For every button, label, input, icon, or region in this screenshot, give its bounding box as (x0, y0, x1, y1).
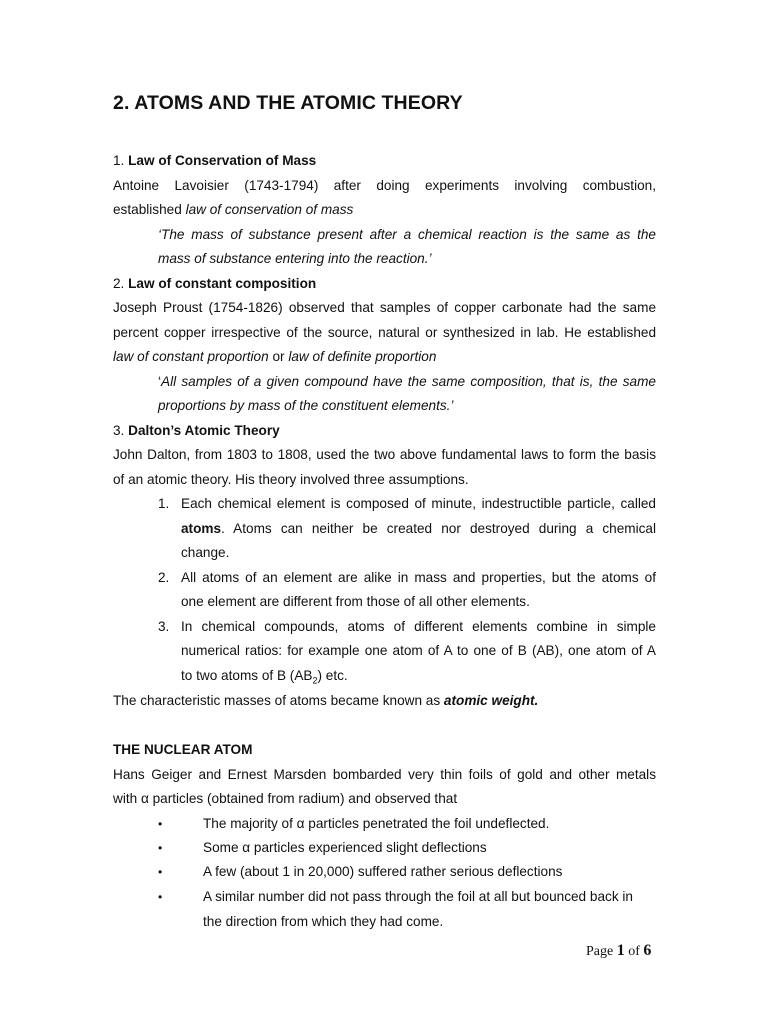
section-1-para-line-1: Antoine Lavoisier (1743-1794) after doing experiments involving combustion, (113, 178, 656, 193)
section-2-para-line-1: Joseph Proust (1754-1826) observed that samples of copper carbonate had the same (113, 300, 656, 315)
page-title: 2. ATOMS AND THE ATOMIC THEORY (113, 92, 463, 114)
bullet-item: A similar number did not pass through the foil at all but bounced back in (203, 889, 633, 904)
list-item-number: 1. (158, 496, 170, 511)
page-number: 1 (616, 942, 625, 959)
bullet-item: The majority of α particles penetrated the foil undeflected. (203, 816, 550, 831)
section-2-para-line-2: percent copper irrespective of the source, natural or synthesized in lab. He established (113, 325, 656, 340)
page-total: 6 (643, 942, 652, 959)
bullet-icon: • (158, 890, 163, 904)
section-1-heading (113, 153, 316, 169)
nuclear-atom-heading: THE NUCLEAR ATOM (113, 742, 253, 757)
subscript: 2 (312, 675, 318, 686)
section-2-number: 2. (113, 276, 129, 291)
section-2-title: Law of constant composition (128, 276, 317, 291)
bullet-item: A few (about 1 in 20,000) suffered rather serious deflections (203, 864, 563, 879)
section-2-quote-mark: ‘ (158, 374, 162, 389)
closing-text: The characteristic masses of atoms became known as (113, 693, 444, 708)
list-item-2-line-2: one element are different from those of all other elements. (181, 594, 530, 609)
section-2-quote-line-2: proportions by mass of the constituent elements.’ (158, 398, 454, 413)
list-item-3-text-end: ) etc. (317, 668, 348, 683)
section-1-title: Law of Conservation of Mass (128, 153, 317, 168)
section-1-para-line-2 (113, 202, 353, 218)
nuclear-para-line-1: Hans Geiger and Ernest Marsden bombarded very thin foils of gold and other metals (113, 767, 656, 782)
section-1-law-name: law of conservation of mass (185, 202, 354, 217)
of-label: of (624, 944, 644, 959)
list-item-3-line-3 (181, 668, 348, 689)
nuclear-para-line-2: with α particles (obtained from radium) and observed that (113, 791, 458, 806)
bullet-icon: • (158, 865, 163, 879)
section-1-number: 1. (113, 153, 129, 168)
list-item-3-text: to two atoms of B (AB (181, 668, 313, 683)
section-3-heading (113, 423, 280, 439)
section-2-law-name-1: law of constant proportion (113, 349, 269, 364)
section-2-quote-line-1 (158, 374, 656, 390)
list-item-1-text: . Atoms can neither be created nor destroyed during a chemical (221, 521, 656, 536)
bullet-item: Some α particles experienced slight deflections (203, 840, 487, 855)
section-1-quote-line-2: mass of substance entering into the reaction.’ (158, 251, 432, 266)
section-2-quote-text: All samples of a given compound have the same composition, that is, the same (161, 374, 656, 389)
section-3-title: Dalton’s Atomic Theory (128, 423, 280, 438)
list-item-3-line-1: In chemical compounds, atoms of different elements combine in simple (181, 619, 656, 634)
bullet-icon: • (158, 841, 163, 855)
page-label: Page (586, 944, 617, 959)
atomic-weight-term: atomic weight. (443, 693, 539, 708)
bullet-item-continuation: the direction from which they had come. (203, 914, 444, 929)
closing-line (113, 693, 538, 709)
atoms-term: atoms (181, 521, 222, 536)
list-item-3-line-2: numerical ratios: for example one atom of A to one of B (AB), one atom of A (181, 643, 656, 658)
list-item-number: 2. (158, 570, 170, 585)
section-3-para-line-1: John Dalton, from 1803 to 1808, used the two above fundamental laws to form the basis (113, 447, 656, 462)
bullet-icon: • (158, 817, 163, 831)
section-3-number: 3. (113, 423, 129, 438)
list-item-number: 3. (158, 619, 170, 634)
section-2-heading (113, 276, 316, 292)
list-item-2-line-1: All atoms of an element are alike in mass and properties, but the atoms of (181, 570, 656, 585)
section-1-quote-line-1: ‘The mass of substance present after a chemical reaction is the same as the (158, 227, 656, 242)
list-item-1-line-2 (181, 521, 656, 537)
section-2-or: or (268, 349, 289, 364)
section-2-law-name-2: law of definite proportion (288, 349, 437, 364)
section-1-para-text: established (113, 202, 186, 217)
section-3-para-line-2: of an atomic theory. His theory involved three assumptions. (113, 472, 469, 487)
page-footer (586, 942, 651, 960)
list-item-1-line-3: change. (181, 545, 230, 560)
list-item-1-line-1: Each chemical element is composed of minute, indestructible particle, called (181, 496, 656, 511)
section-2-para-line-3 (113, 349, 436, 365)
